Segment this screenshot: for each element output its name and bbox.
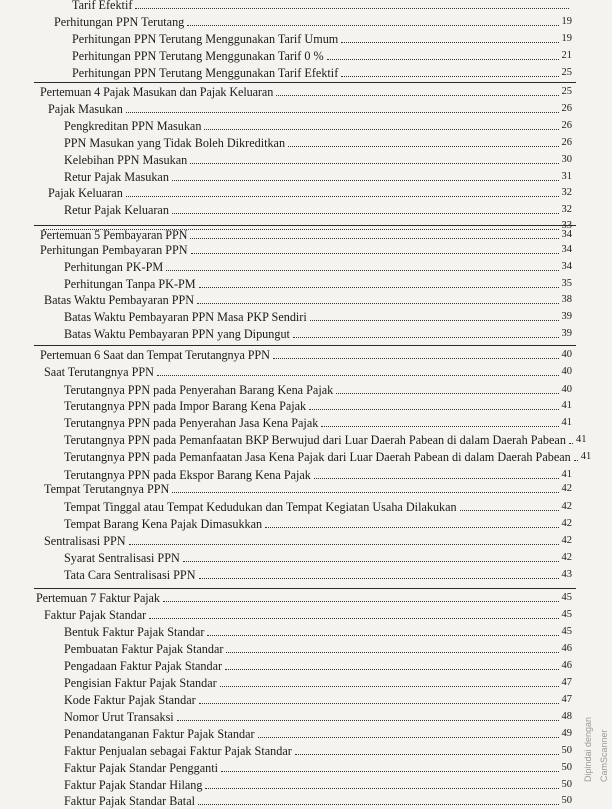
toc-section-heading: [40, 84, 572, 100]
dot-leader: [204, 129, 558, 130]
toc-page-number: 43: [561, 569, 572, 580]
toc-entry: [64, 432, 587, 448]
dot-leader: [190, 238, 558, 239]
toc-entry-title: Terutangnya PPN pada Pemanfaatan Jasa Kena Pajak dari Luar Daerah Pabean di dalam Daerah Pabean: [64, 450, 571, 464]
toc-page-number: 35: [561, 278, 572, 289]
dot-leader: [205, 788, 558, 789]
toc-entry-title: Pertemuan 4 Pajak Masukan dan Pajak Keluaran: [40, 85, 274, 99]
toc-entry: [48, 185, 572, 201]
dot-leader: [149, 618, 558, 619]
dot-leader: [199, 578, 559, 579]
dot-leader: [265, 527, 558, 528]
dot-leader: [336, 393, 558, 394]
toc-entry-title: Terutangnya PPN pada Pemanfaatan BKP Berwujud dari Luar Daerah Pabean di dalam Daerah Pabean: [64, 433, 566, 447]
toc-entry: [64, 675, 572, 691]
toc-entry: [64, 743, 572, 759]
toc-entry-title: Tempat Tinggal atau Tempat Kedudukan dan Tempat Kegiatan Usaha Dilakukan: [64, 500, 457, 514]
toc-page-number: 47: [561, 677, 572, 688]
toc-entry-title: Syarat Sentralisasi PPN: [64, 551, 180, 565]
toc-page-number: 45: [561, 626, 572, 637]
toc-page-number: 33: [561, 220, 572, 231]
toc-page-number: 41: [561, 417, 572, 428]
toc-page-number: 42: [561, 552, 572, 563]
toc-page-number: 40: [561, 366, 572, 377]
toc-entry-title: Terutangnya PPN pada Impor Barang Kena Pajak: [64, 399, 307, 413]
toc-page-number: 50: [561, 745, 572, 756]
toc-entry-title: Pengisian Faktur Pajak Standar: [64, 676, 217, 690]
toc-entry: [64, 709, 572, 725]
toc-section-heading: [40, 347, 572, 363]
scanner-watermark: Dipindai dengan CamScanner: [583, 716, 609, 782]
toc-entry-title: Nomor Urut Transaksi: [64, 710, 174, 724]
dot-leader: [220, 686, 559, 687]
dot-leader: [198, 804, 559, 805]
toc-entry-title: Pertemuan 7 Faktur Pajak: [36, 591, 160, 605]
toc-entry: [64, 777, 572, 793]
toc-entry-title: Kelebihan PPN Masukan: [64, 153, 188, 167]
toc-entry: [64, 135, 572, 151]
toc-page-number: 32: [561, 187, 572, 198]
toc-entry-title: Perhitungan Tanpa PK-PM: [64, 277, 196, 291]
toc-page-number: 41: [575, 434, 587, 445]
toc-entry-title: Perhitungan PPN Terutang Menggunakan Tarif 0 %: [72, 49, 324, 63]
dot-leader: [460, 510, 559, 511]
toc-entry: [64, 326, 572, 342]
toc-entry-title: Perhitungan PK-PM: [64, 260, 164, 274]
toc-entry: [44, 533, 572, 549]
toc-entry: [64, 169, 572, 185]
toc-page-number: 31: [561, 171, 572, 182]
dot-leader: [183, 561, 559, 562]
toc-entry: [64, 415, 572, 431]
toc-entry-title: Tempat Terutangnya PPN: [44, 482, 170, 496]
toc-entry-title: Perhitungan PPN Terutang Menggunakan Tarif Efektif: [72, 66, 339, 80]
toc-page-number: 46: [561, 643, 572, 654]
toc-entry-title: Pertemuan 5 Pembayaran PPN: [40, 228, 188, 242]
dot-leader: [172, 180, 559, 181]
toc-page-number: 19: [561, 33, 572, 44]
toc-entry: [64, 550, 572, 566]
toc-page-number: 30: [561, 154, 572, 165]
toc-entry: [64, 152, 572, 168]
dot-leader: [157, 375, 559, 376]
toc-entry: [64, 760, 572, 776]
dot-leader: [226, 652, 558, 653]
toc-page-number: 41: [561, 400, 572, 411]
toc-entry-title: Faktur Pajak Standar: [44, 608, 147, 622]
toc-page-number: 25: [561, 67, 572, 78]
dot-leader: [172, 213, 559, 214]
toc-page-number: 40: [561, 349, 572, 360]
dot-leader: [191, 253, 559, 254]
toc-entry-title: Faktur Pajak Standar Pengganti: [64, 761, 219, 775]
toc-entry-title: Penandatanganan Faktur Pajak Standar: [64, 727, 255, 741]
toc-entry: [54, 14, 572, 30]
toc-page-number: 25: [561, 86, 572, 97]
toc-entry: [64, 309, 572, 325]
toc-page-number: 46: [561, 660, 572, 671]
toc-page-number: 50: [561, 779, 572, 790]
dot-leader: [258, 737, 559, 738]
dot-leader: [177, 720, 559, 721]
toc-page-number: 48: [561, 711, 572, 722]
toc-entry: [44, 481, 572, 497]
toc-entry-title: Retur Pajak Keluaran: [64, 203, 169, 217]
toc-page-number: 34: [561, 229, 572, 240]
toc-page-number: 45: [561, 592, 572, 603]
toc-entry: [64, 118, 572, 134]
toc-page-number: 26: [561, 103, 572, 114]
toc-entry-title: Faktur Pajak Standar Batal: [64, 794, 195, 808]
toc-page-number: 47: [561, 694, 572, 705]
dot-leader: [309, 409, 558, 410]
toc-page-number: 41: [580, 451, 592, 462]
dot-leader: [135, 8, 569, 9]
toc-entry-title: Saat Terutangnya PPN: [44, 365, 154, 379]
dot-leader: [163, 601, 559, 602]
dot-leader: [225, 669, 558, 670]
toc-page-number: 38: [561, 294, 572, 305]
toc-page-number: 50: [561, 762, 572, 773]
toc-entry-title: Perhitungan PPN Terutang: [54, 15, 185, 29]
toc-page-number: 32: [561, 204, 572, 215]
toc-entry-title: Bentuk Faktur Pajak Standar: [64, 625, 205, 639]
toc-entry: [64, 567, 572, 583]
dot-leader: [327, 59, 559, 60]
toc-entry-title: Retur Pajak Masukan: [64, 170, 169, 184]
toc-entry-title: Pembuatan Faktur Pajak Standar: [64, 642, 224, 656]
dot-leader: [569, 443, 573, 444]
dot-leader: [341, 42, 558, 43]
toc-entry: [64, 276, 572, 292]
toc-entry: [72, 0, 572, 13]
toc-entry-title: Pengadaan Faktur Pajak Standar: [64, 659, 223, 673]
dot-leader: [321, 426, 558, 427]
dot-leader: [129, 544, 559, 545]
toc-entry-title: Pajak Keluaran: [48, 186, 123, 200]
toc-entry: [72, 48, 572, 64]
dot-leader: [197, 303, 558, 304]
toc-entry: [72, 65, 572, 81]
toc-entry: [44, 364, 572, 380]
dot-leader: [574, 460, 578, 461]
dot-leader: [199, 287, 559, 288]
toc-entry: [64, 259, 572, 275]
toc-page-number: 26: [561, 120, 572, 131]
toc-entry-title: Perhitungan Pembayaran PPN: [40, 243, 188, 257]
toc-entry: [64, 382, 572, 398]
toc-entry-title: Tempat Barang Kena Pajak Dimasukkan: [64, 517, 263, 531]
toc-page-number: 42: [561, 501, 572, 512]
toc-entry: [64, 726, 572, 742]
toc-page-number: 26: [561, 137, 572, 148]
toc-entry: [44, 292, 572, 308]
toc-entry: [64, 624, 572, 640]
section-divider: [34, 225, 576, 226]
toc-entry-title: PPN Masukan yang Tidak Boleh Dikreditkan: [64, 136, 286, 150]
dot-leader: [295, 754, 559, 755]
toc-page-number: 21: [561, 50, 572, 61]
toc-entry: [64, 202, 572, 218]
dot-leader: [190, 163, 558, 164]
toc-page-number: 39: [561, 311, 572, 322]
toc-entry-title: Terutangnya PPN pada Ekspor Barang Kena Pajak: [64, 468, 311, 482]
toc-page-number: 42: [561, 518, 572, 529]
dot-leader: [273, 358, 559, 359]
toc-entry: [64, 398, 572, 414]
dot-leader: [187, 25, 558, 26]
dot-leader: [126, 112, 559, 113]
toc-entry: [64, 449, 592, 465]
dot-leader: [199, 703, 559, 704]
dot-leader: [166, 270, 558, 271]
section-divider: [34, 588, 576, 589]
dot-leader: [293, 337, 559, 338]
toc-page-number: 42: [561, 483, 572, 494]
toc-page-number: 50: [561, 795, 572, 806]
toc-entry-title: Tarif Efektif: [72, 0, 133, 12]
toc-entry-title: Batas Waktu Pembayaran PPN yang Dipungut: [64, 327, 290, 341]
toc-entry-title: Perhitungan PPN Terutang Menggunakan Tarif Umum: [72, 32, 339, 46]
toc-page-number: 40: [561, 384, 572, 395]
toc-entry-title: Pengkreditan PPN Masukan: [64, 119, 202, 133]
toc-entry: [64, 499, 572, 515]
toc-page-number: 45: [561, 609, 572, 620]
dot-leader: [126, 196, 559, 197]
toc-entry: [64, 516, 572, 532]
toc-entry: [72, 31, 572, 47]
dot-leader: [276, 95, 558, 96]
toc-entry-title: Batas Waktu Pembayaran PPN: [44, 293, 195, 307]
toc-entry-title: Pertemuan 6 Saat dan Tempat Terutangnya PPN: [40, 348, 270, 362]
toc-page-number: 49: [561, 728, 572, 739]
toc-section-heading: [36, 590, 572, 606]
toc-entry: [64, 658, 572, 674]
dot-leader: [207, 635, 558, 636]
section-divider: [34, 82, 576, 83]
dot-leader: [341, 76, 558, 77]
toc-page-number: 34: [561, 244, 572, 255]
toc-entry: [64, 641, 572, 657]
toc-entry-title: Terutangnya PPN pada Penyerahan Barang Kena Pajak: [64, 383, 334, 397]
toc-entry-title: Faktur Penjualan sebagai Faktur Pajak Standar: [64, 744, 292, 758]
toc-entry-title: Pajak Masukan: [48, 102, 123, 116]
dot-leader: [314, 478, 559, 479]
toc-entry-title: Kode Faktur Pajak Standar: [64, 693, 196, 707]
toc-page-number: 42: [561, 535, 572, 546]
toc-entry: [40, 242, 572, 258]
toc-entry-title: Tata Cara Sentralisasi PPN: [64, 568, 196, 582]
toc-entry-title: Terutangnya PPN pada Penyerahan Jasa Kena Pajak: [64, 416, 319, 430]
toc-entry-title: Batas Waktu Pembayaran PPN Masa PKP Sendiri: [64, 310, 307, 324]
dot-leader: [288, 146, 558, 147]
toc-page-number: 19: [561, 16, 572, 27]
toc-page-number: 39: [561, 328, 572, 339]
section-divider: [34, 345, 576, 346]
toc-page-number: 34: [561, 261, 572, 272]
dot-leader: [310, 320, 559, 321]
toc-page-number: 41: [561, 469, 572, 480]
toc-entry: [44, 607, 572, 623]
toc-entry: [64, 692, 572, 708]
toc-entry-title: Faktur Pajak Standar Hilang: [64, 778, 203, 792]
toc-section-heading: [40, 227, 572, 243]
toc-entry-title: Sentralisasi PPN: [44, 534, 126, 548]
toc-entry: [64, 793, 572, 809]
dot-leader: [221, 771, 558, 772]
dot-leader: [172, 492, 558, 493]
toc-entry: [48, 101, 572, 117]
